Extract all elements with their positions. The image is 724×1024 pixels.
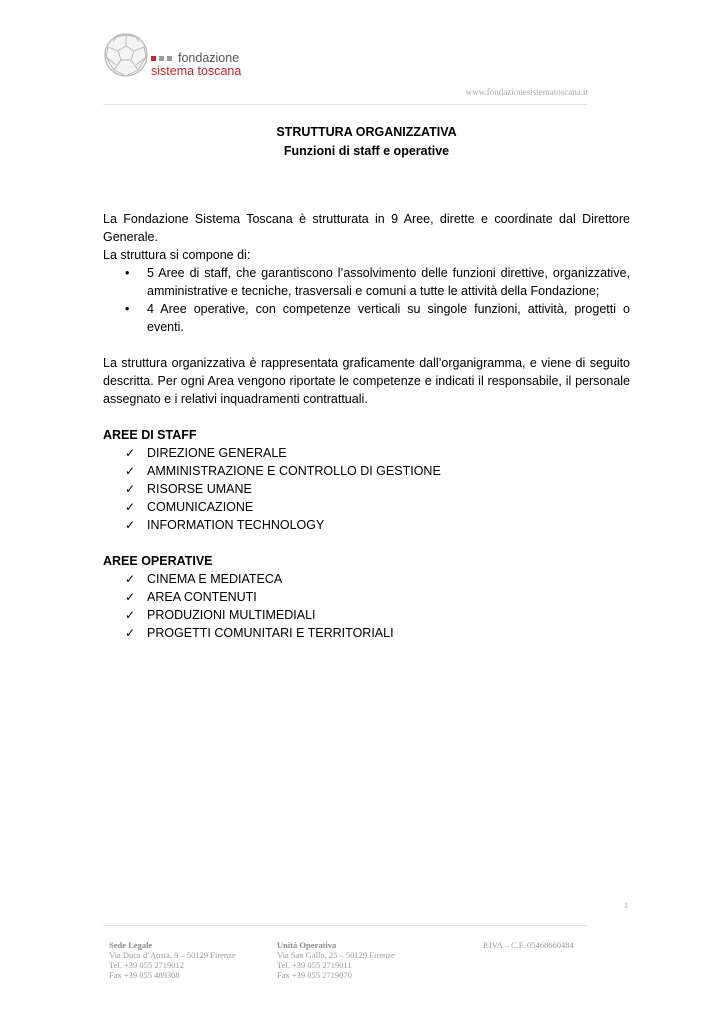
intro-paragraph-3: La struttura organizzativa è rappresentata graficamente dall’organigramma, e viene di seguito descritta. Per ogni Area vengono riportate le competenze e indicati il responsabile, il personale assegnato e i relativi inquadramenti contrattuali.: [103, 356, 630, 406]
list-item: [103, 462, 630, 480]
checkmark-icon: ✓: [125, 608, 136, 622]
document-title: [103, 123, 630, 161]
footer-piva: P.IVA – C.F. 05468660484: [483, 940, 574, 950]
intro-paragraph-2: La struttura si compone di:: [103, 248, 251, 262]
list-item: [103, 300, 630, 336]
bullet-icon: •: [125, 266, 130, 280]
list-item: [103, 264, 630, 300]
footer-sede-legale-tel: Tel. +39 055 2719012: [109, 960, 185, 970]
logo-square-gray: [159, 56, 164, 61]
checkmark-icon: ✓: [125, 572, 136, 586]
footer-unita-operativa-title: Unità Operativa: [277, 940, 337, 950]
bullet-text: 4 Aree operative, con competenze verticali su singole funzioni, attività, progetti o eventi.: [147, 302, 630, 334]
staff-item: COMUNICAZIONE: [147, 500, 254, 514]
checkmark-icon: ✓: [125, 482, 136, 496]
footer-unita-operativa-fax: Fax +39 055 2719070: [277, 970, 352, 980]
list-item: [103, 516, 630, 534]
operative-item: CINEMA E MEDIATECA: [147, 572, 283, 586]
logo-sistema-toscana-text: sistema toscana: [151, 64, 242, 78]
operative-item: AREA CONTENUTI: [147, 590, 257, 604]
footer-unita-operativa-tel: Tel. +39 055 2719011: [277, 960, 352, 970]
soccer-ball-logo-icon: [103, 32, 149, 78]
title-line2: Funzioni di staff e operative: [283, 144, 450, 158]
checkmark-icon: ✓: [125, 500, 136, 514]
list-item: [103, 588, 630, 606]
footer-sede-legale-title: Sede Legale: [109, 940, 153, 950]
staff-list: [103, 444, 630, 534]
website-url: www.fondazionesistematoscana.it: [465, 87, 588, 97]
footer-divider: [103, 925, 587, 926]
staff-item: RISORSE UMANE: [147, 482, 252, 496]
list-item: [103, 606, 630, 624]
checkmark-icon: ✓: [125, 518, 136, 532]
checkmark-icon: ✓: [125, 590, 136, 604]
logo-square-red: [151, 56, 156, 61]
header-divider: [103, 104, 587, 105]
structure-bullet-list: [103, 264, 630, 336]
footer-sede-legale: [109, 940, 236, 980]
staff-heading: AREE DI STAFF: [103, 428, 197, 442]
list-item: [103, 444, 630, 462]
intro-paragraph-1: La Fondazione Sistema Toscana è strutturata in 9 Aree, dirette e coordinate dal Direttore Generale.: [103, 212, 630, 244]
checkmark-icon: ✓: [125, 626, 136, 640]
logo-fondazione-text: fondazione: [178, 51, 240, 65]
logo: [103, 32, 253, 82]
logo-text: [151, 52, 241, 78]
bullet-text: 5 Aree di staff, che garantiscono l’assolvimento delle funzioni direttive, organizzative, amministrative e tecniche, trasversali e comuni a tutte le attività della Fondazione;: [147, 266, 630, 298]
page-number: 1: [624, 901, 628, 910]
logo-square-gray: [167, 56, 172, 61]
list-item: [103, 570, 630, 588]
list-item: [103, 498, 630, 516]
document-body: [103, 210, 630, 642]
checkmark-icon: ✓: [125, 446, 136, 460]
list-item: [103, 624, 630, 642]
operative-heading: AREE OPERATIVE: [103, 554, 213, 568]
footer-sede-legale-address: Via Duca d’Aosta, 9 – 50129 Firenze: [109, 950, 236, 960]
operative-item: PROGETTI COMUNITARI E TERRITORIALI: [147, 626, 394, 640]
footer-sede-legale-fax: Fax +39 055 489308: [109, 970, 180, 980]
list-item: [103, 480, 630, 498]
staff-item: AMMINISTRAZIONE E CONTROLLO DI GESTIONE: [147, 464, 441, 478]
checkmark-icon: ✓: [125, 464, 136, 478]
footer-unita-operativa-address: Via San Gallo, 25 – 50129 Firenze: [277, 950, 395, 960]
operative-item: PRODUZIONI MULTIMEDIALI: [147, 608, 316, 622]
bullet-icon: •: [125, 302, 130, 316]
staff-item: INFORMATION TECHNOLOGY: [147, 518, 325, 532]
title-line1: STRUTTURA ORGANIZZATIVA: [276, 125, 457, 139]
staff-item: DIREZIONE GENERALE: [147, 446, 287, 460]
footer-unita-operativa: [277, 940, 395, 980]
operative-list: [103, 570, 630, 642]
